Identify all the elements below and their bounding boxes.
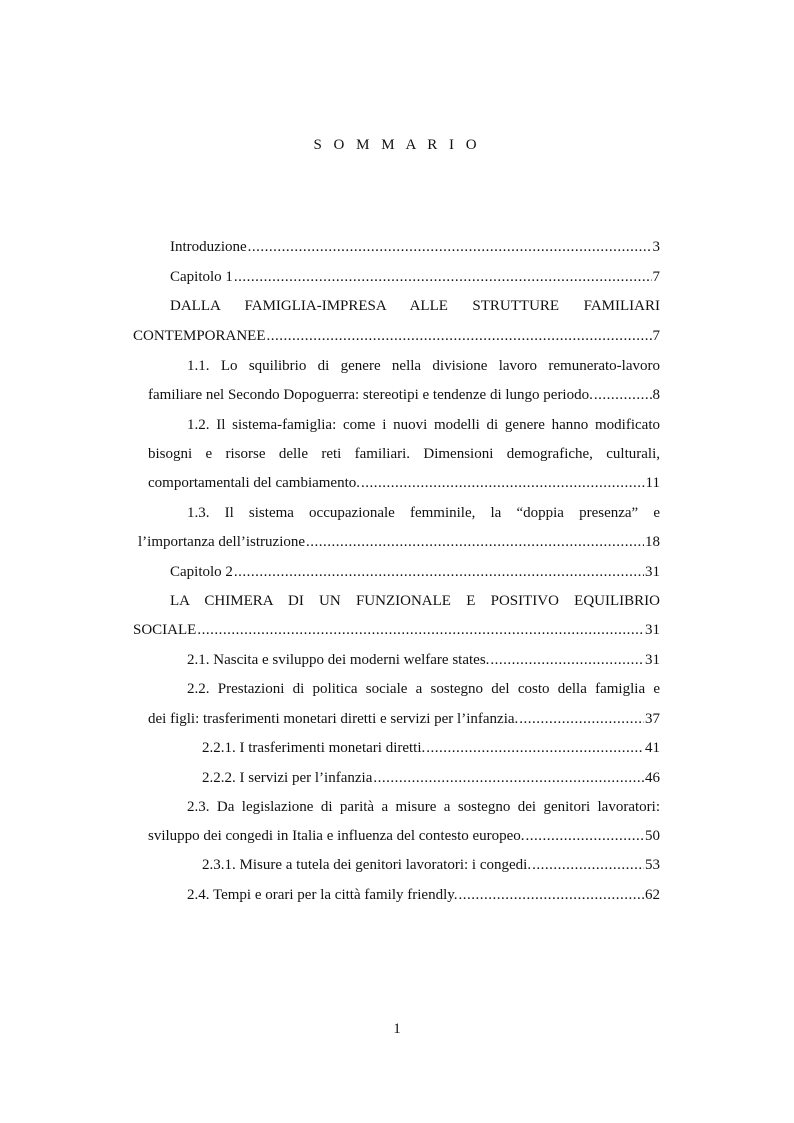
toc-entry-text: 2.1. Nascita e sviluppo dei moderni welfare states. — [187, 652, 490, 668]
toc-page-number: 31 — [645, 652, 660, 668]
toc-leader — [267, 326, 652, 346]
toc-page-number: 31 — [645, 564, 660, 580]
toc-entry-capitolo-1[interactable] — [170, 267, 660, 287]
toc-section-1-3-line-1[interactable]: 1.3. Il sistema occupazionale femminile, la “doppia presenza” e — [187, 505, 660, 521]
toc-entry-section-1-3[interactable] — [138, 532, 660, 552]
toc-leader — [373, 768, 644, 788]
toc-leader — [234, 562, 644, 582]
toc-page-number: 37 — [645, 711, 660, 727]
toc-page-number: 41 — [645, 740, 660, 756]
toc-entry-text: Capitolo 1 — [170, 269, 233, 285]
toc-page-number: 62 — [645, 887, 660, 903]
toc-chapter-2-title-line-1[interactable]: LA CHIMERA DI UN FUNZIONALE E POSITIVO EQUILIBRIO — [170, 593, 660, 609]
toc-page-number: 18 — [645, 534, 660, 550]
toc-page-number: 31 — [645, 622, 660, 638]
toc-page-number: 7 — [652, 328, 660, 344]
toc-entry-text: sviluppo dei congedi in Italia e influenza del contesto europeo. — [148, 828, 525, 844]
toc-section-1-2-line-1[interactable]: 1.2. Il sistema-famiglia: come i nuovi modelli di genere hanno modificato — [187, 417, 660, 433]
toc-entry-section-2-4[interactable] — [187, 885, 660, 905]
toc-section-2-3-line-1[interactable]: 2.3. Da legislazione di parità a misure a sostegno dei genitori lavoratori: — [187, 799, 660, 815]
page-number: 1 — [393, 1021, 401, 1037]
toc-entry-section-2-2-1[interactable] — [202, 738, 660, 758]
toc-entry-section-1-2[interactable] — [148, 473, 660, 493]
toc-entry-introduzione[interactable] — [170, 237, 660, 257]
toc-leader — [248, 237, 652, 257]
toc-leader — [306, 532, 644, 552]
toc-entry-text: comportamentali del cambiamento. — [148, 475, 361, 491]
toc-entry-section-2-3-1[interactable] — [202, 855, 660, 875]
toc-leader — [519, 709, 644, 729]
toc-entry-text: CONTEMPORANEE — [133, 328, 266, 344]
toc-page-number: 3 — [652, 239, 660, 255]
toc-section-1-2-line-2[interactable]: bisogni e risorse delle reti familiari. Dimensioni demografiche, culturali, — [148, 446, 660, 462]
toc-entry-section-2-1[interactable] — [187, 650, 660, 670]
toc-page-number: 8 — [652, 387, 660, 403]
toc-entry-text: dei figli: trasferimenti monetari diretti e servizi per l’infanzia. — [148, 711, 519, 727]
toc-leader — [532, 855, 644, 875]
toc-leader — [594, 385, 652, 405]
toc-entry-text: familiare nel Secondo Dopoguerra: stereotipi e tendenze di lungo periodo. — [148, 387, 593, 403]
toc-leader — [426, 738, 644, 758]
toc-entry-text: SOCIALE — [133, 622, 197, 638]
toc-entry-chapter-1-title[interactable] — [133, 326, 660, 346]
toc-section-2-2-line-1[interactable]: 2.2. Prestazioni di politica sociale a sostegno del costo della famiglia e — [187, 681, 660, 697]
toc-entry-text: 2.4. Tempi e orari per la città family friendly. — [187, 887, 458, 903]
toc-page-number: 11 — [645, 475, 660, 491]
toc-leader — [234, 267, 652, 287]
toc-entry-text: 2.2.2. I servizi per l’infanzia — [202, 770, 373, 786]
toc-entry-text: 2.2.1. I trasferimenti monetari diretti. — [202, 740, 426, 756]
page-title: S O M M A R I O — [313, 137, 481, 153]
toc-entry-text: Introduzione — [170, 239, 247, 255]
toc-page-number: 50 — [645, 828, 660, 844]
toc-leader — [197, 620, 644, 640]
toc-page-number: 53 — [645, 857, 660, 873]
toc-entry-text: 2.3.1. Misure a tutela dei genitori lavoratori: i congedi. — [202, 857, 532, 873]
toc-section-1-1-line-1[interactable]: 1.1. Lo squilibrio di genere nella divisione lavoro remunerato-lavoro — [187, 358, 660, 374]
toc-leader — [490, 650, 644, 670]
toc-entry-text: l’importanza dell’istruzione — [138, 534, 306, 550]
toc-entry-text: Capitolo 2 — [170, 564, 233, 580]
toc-leader — [361, 473, 645, 493]
toc-entry-capitolo-2[interactable] — [170, 562, 660, 582]
toc-page-number: 46 — [645, 770, 660, 786]
toc-entry-section-2-2[interactable] — [148, 709, 660, 729]
toc-entry-section-2-3[interactable] — [148, 826, 660, 846]
toc-leader — [459, 885, 644, 905]
toc-page-number: 7 — [652, 269, 660, 285]
toc-chapter-1-title-line-1[interactable]: DALLA FAMIGLIA-IMPRESA ALLE STRUTTURE FAMILIARI — [170, 298, 660, 314]
toc-leader — [526, 826, 644, 846]
toc-entry-chapter-2-title[interactable] — [133, 620, 660, 640]
toc-entry-section-1-1[interactable] — [148, 385, 660, 405]
toc-entry-section-2-2-2[interactable] — [202, 768, 660, 788]
